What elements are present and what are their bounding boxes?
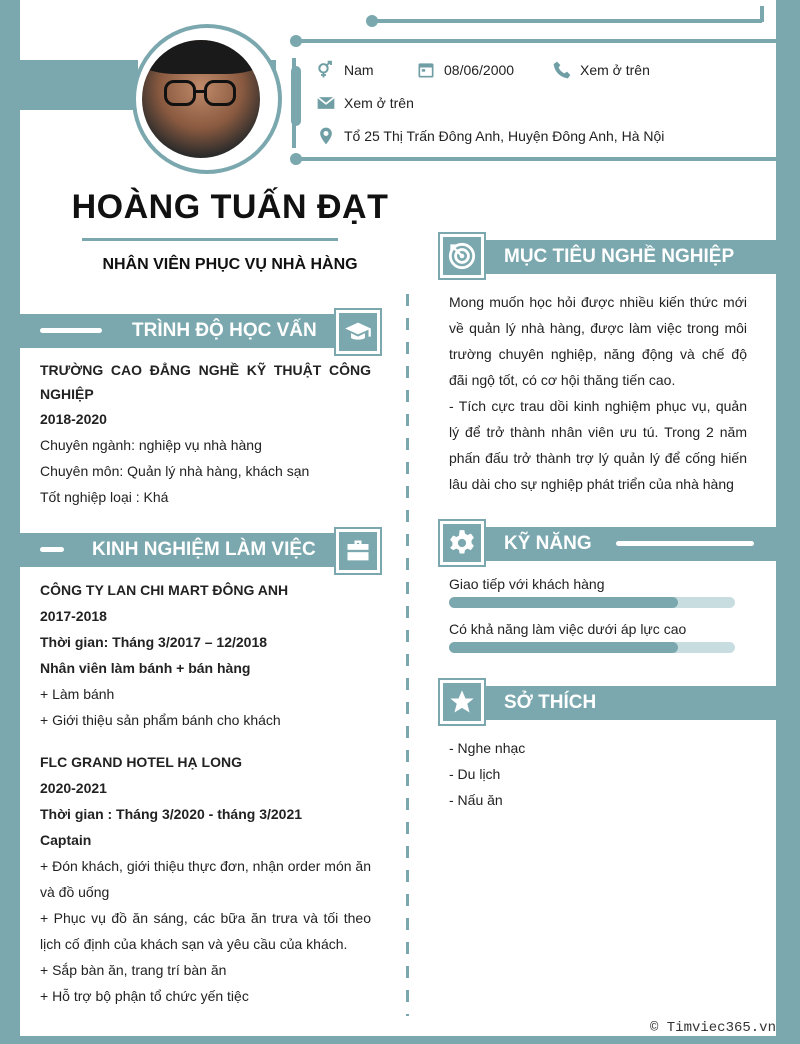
graduation-cap-icon [344, 318, 372, 346]
dob-value: 08/06/2000 [444, 62, 515, 78]
hobbies-heading: SỞ THÍCH [504, 692, 597, 713]
full-name: HOÀNG TUẤN ĐẠT [71, 188, 389, 226]
school-name: TRƯỜNG CAO ĐẲNG NGHỀ KỸ THUẬT CÔNG NGHIỆP [40, 362, 371, 402]
hobby-item: - Du lịch [449, 766, 501, 782]
job-duty: + Đón khách, giới thiệu thực đơn, nhận order món ăn và đồ uống [40, 858, 371, 900]
skills-heading: KỸ NĂNG [504, 533, 592, 554]
experience-job-2 [40, 749, 371, 1009]
address-row [316, 126, 664, 146]
objective-block [449, 289, 747, 497]
job-duty: + Giới thiệu sản phẩm bánh cho khách [40, 712, 281, 728]
skill-bar [449, 642, 735, 653]
education-heading: TRÌNH ĐỘ HỌC VẤN [132, 320, 317, 341]
experience-badge [336, 529, 380, 573]
gear-icon [448, 529, 476, 557]
experience-job-1 [40, 577, 371, 733]
skill-bar-fill [449, 597, 678, 608]
header-line [372, 19, 762, 23]
objective-text-1: Mong muốn học hỏi được nhiều kiến thức mới về quản lý nhà hàng, được làm việc trong môi trường chuyên nghiệp, năng động và chế độ đãi ngộ tốt, có cơ hội thăng tiến cao. [449, 294, 747, 388]
job-duty: + Hỗ trợ bộ phận tổ chức yến tiệc [40, 988, 249, 1004]
objective-badge [440, 234, 484, 278]
job-company: CÔNG TY LAN CHI MART ĐÔNG ANH [40, 582, 289, 598]
education-years: 2018-2020 [40, 411, 107, 427]
objective-heading: MỤC TIÊU NGHỀ NGHIỆP [504, 246, 735, 267]
gender-value: Nam [344, 62, 374, 78]
skills-badge [440, 521, 484, 565]
skill-label: Có khả năng làm việc dưới áp lực cao [449, 621, 687, 637]
cv-page [20, 0, 776, 1036]
header-band [20, 60, 138, 110]
watermark: © Timviec365.vn [649, 1020, 776, 1036]
objective-text-2: - Tích cực trau dồi kinh nghiệm phục vụ, quản lý để trở thành nhân viên ưu tú. Trong 2 năm phấn đấu trở thành trợ lý quản lý để cống hiến lâu dài cho sự nghiệp phát triển của nhà hàng [449, 398, 747, 492]
education-major: Chuyên ngành: nghiệp vụ nhà hàng [40, 437, 262, 453]
phone-icon [552, 60, 572, 80]
job-duty: + Làm bánh [40, 686, 115, 702]
skills-header [486, 527, 776, 561]
job-role: Captain [40, 832, 92, 848]
experience-heading: KINH NGHIỆM LÀM VIỆC [92, 539, 316, 560]
hobbies-badge [440, 680, 484, 724]
briefcase-icon [344, 537, 372, 565]
job-years: 2017-2018 [40, 608, 107, 624]
job-years: 2020-2021 [40, 780, 107, 796]
education-grade: Tốt nghiệp loại : Khá [40, 489, 169, 505]
skill-bar [449, 597, 735, 608]
gender-icon [316, 60, 336, 80]
phone-value: Xem ở trên [580, 62, 650, 78]
dob-row [416, 60, 514, 80]
education-specialty: Chuyên môn: Quản lý nhà hàng, khách sạn [40, 463, 310, 479]
phone-row [552, 60, 650, 80]
name-underline [82, 238, 338, 241]
column-divider [406, 294, 409, 1016]
star-icon [448, 688, 476, 716]
hobby-item: - Nghe nhạc [449, 740, 526, 756]
job-duty: + Sắp bàn ăn, trang trí bàn ăn [40, 962, 227, 978]
education-block [40, 358, 371, 510]
job-period: Thời gian : Tháng 3/2020 - tháng 3/2021 [40, 806, 303, 822]
avatar [142, 40, 260, 158]
skill-label: Giao tiếp với khách hàng [449, 576, 605, 592]
envelope-icon [316, 93, 336, 113]
objective-header [486, 240, 776, 274]
address-value: Tổ 25 Thị Trấn Đông Anh, Huyện Đông Anh, Hà Nội [344, 128, 665, 144]
target-icon [448, 242, 476, 270]
experience-header [20, 533, 334, 567]
education-badge [336, 310, 380, 354]
education-header [20, 314, 334, 348]
hobby-item: - Nấu ăn [449, 792, 503, 808]
email-value: Xem ở trên [344, 95, 414, 111]
calendar-icon [416, 60, 436, 80]
job-title: NHÂN VIÊN PHỤC VỤ NHÀ HÀNG [102, 256, 358, 273]
skill-bar-fill [449, 642, 678, 653]
job-role: Nhân viên làm bánh + bán hàng [40, 660, 251, 676]
gender-row [316, 60, 374, 80]
job-period: Thời gian: Tháng 3/2017 – 12/2018 [40, 634, 268, 650]
email-row [316, 93, 414, 113]
hobbies-block [449, 735, 747, 813]
job-company: FLC GRAND HOTEL HẠ LONG [40, 754, 242, 770]
hobbies-header [486, 686, 776, 720]
job-duty: + Phục vụ đồ ăn sáng, các bữa ăn trưa và tối theo lịch cố định của khách sạn và yêu cầu của khách. [40, 910, 371, 952]
location-pin-icon [316, 126, 336, 146]
